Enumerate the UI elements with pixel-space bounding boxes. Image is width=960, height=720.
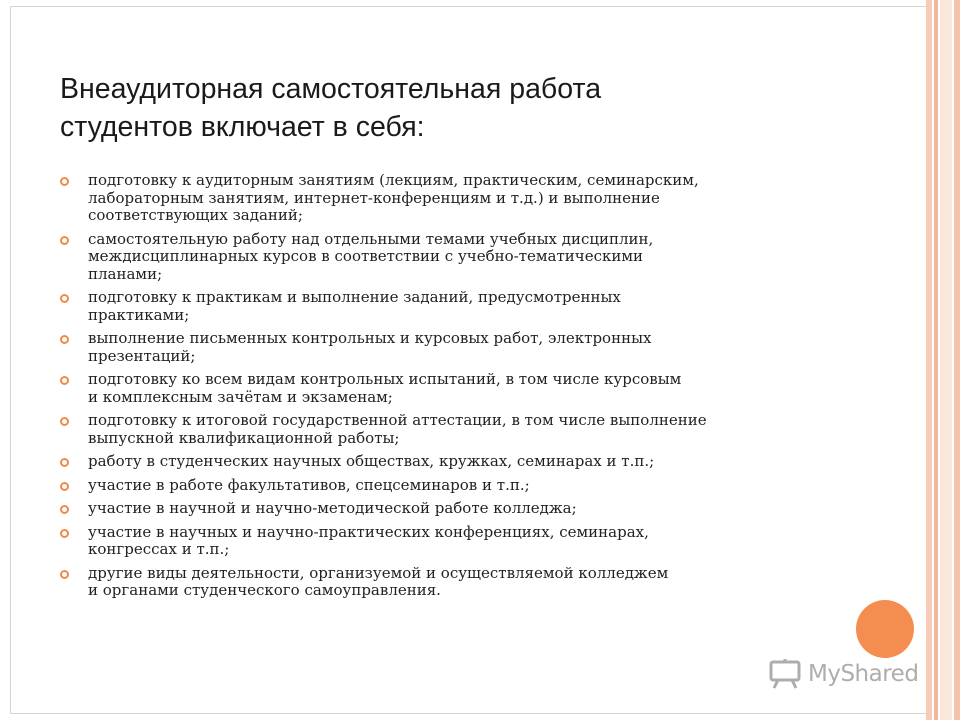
list-item-line: участие в научных и научно-практических конференциях, семинарах, [88,522,649,541]
list-item-line: подготовку к практикам и выполнение заданий, предусмотренных [88,288,621,306]
list-item [60,412,850,447]
list-item-line: выполнение письменных контрольных и курсовых работ, электронных [88,329,652,347]
list-item-line: планами; [88,264,163,283]
bullet-circle-icon [60,482,69,491]
list-item [60,565,850,600]
list-item-line: подготовку к аудиторным занятиям (лекциям, практическим, семинарским, [88,171,699,189]
bullet-circle-icon [60,376,69,385]
list-item [60,231,850,284]
bullet-list [60,172,850,606]
bullet-circle-icon [60,335,69,344]
decorative-circle [856,600,914,658]
stripe [954,0,960,720]
list-item [60,371,850,406]
list-item-line: участие в научной и научно-методической работе колледжа; [88,499,577,517]
bullet-circle-icon [60,294,69,303]
list-item [60,477,850,495]
list-item-line: другие виды деятельности, организуемой и осуществляемой колледжем [88,563,669,582]
list-item [60,330,850,365]
slide-title [60,70,820,146]
list-item [60,453,850,471]
bullet-circle-icon [60,505,69,514]
list-item-line: лабораторным занятиям, интернет-конференциям и т.д.) и выполнение [88,188,660,207]
stripe [934,0,938,720]
list-item-line: конгрессах и т.п.; [88,540,230,558]
list-item-line: и комплексным зачётам и экзаменам; [88,387,393,406]
list-item-line: соответствующих заданий; [88,206,303,224]
list-item [60,172,850,225]
bullet-circle-icon [60,570,69,579]
bullet-circle-icon [60,417,69,426]
list-item-line: участие в работе факультативов, спецсеминаров и т.п.; [88,475,530,494]
presentation-board-icon [768,659,802,689]
bullet-circle-icon [60,458,69,467]
list-item-line: и органами студенческого самоуправления. [88,581,441,599]
list-item [60,289,850,324]
list-item-line: самостоятельную работу над отдельными темами учебных дисциплин, [88,229,654,248]
stripe [926,0,932,720]
bullet-circle-icon [60,236,69,245]
list-item [60,524,850,559]
stripe [940,0,952,720]
list-item-line: презентаций; [88,346,196,365]
list-item-line: подготовку к итоговой государственной аттестации, в том числе выполнение [88,411,707,429]
title-line: студентов включает в себя: [60,111,425,143]
list-item-line: выпускной квалификационной работы; [88,428,400,447]
bullet-circle-icon [60,529,69,538]
bullet-circle-icon [60,177,69,186]
list-item [60,500,850,518]
title-line: Внеаудиторная самостоятельная работа [60,73,602,105]
list-item-line: подготовку ко всем видам контрольных испытаний, в том числе курсовым [88,370,682,388]
decorative-stripes [926,0,960,720]
watermark-text: MyShared [808,661,919,687]
watermark [768,658,918,690]
list-item-line: практиками; [88,305,190,324]
list-item-line: междисциплинарных курсов в соответствии с учебно-тематическими [88,247,644,265]
list-item-line: работу в студенческих научных обществах, кружках, семинарах и т.п.; [88,452,655,470]
